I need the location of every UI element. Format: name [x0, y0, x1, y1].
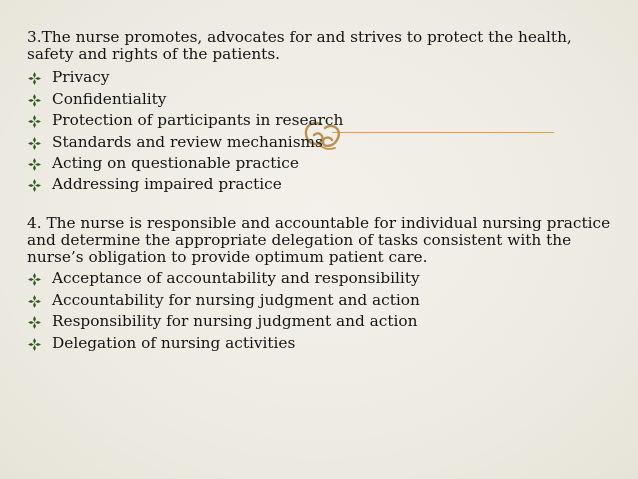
slide-body [27, 29, 617, 354]
four-diamond-bullet-icon [28, 273, 41, 286]
list-item-label: Confidentiality [52, 89, 167, 108]
list-item-label: Accountability for nursing judgment and action [52, 290, 420, 309]
list-item-label: Privacy [52, 68, 110, 87]
list-item [27, 290, 617, 311]
list-item [27, 89, 617, 110]
four-diamond-bullet-icon [28, 295, 41, 308]
four-diamond-bullet-icon [28, 72, 41, 85]
list-item [27, 333, 617, 354]
list-item [27, 67, 617, 88]
list-item-label: Acceptance of accountability and responsibility [52, 269, 420, 288]
section-3-list [27, 67, 617, 195]
list-item [27, 268, 617, 289]
four-diamond-bullet-icon [28, 338, 41, 351]
list-item [27, 110, 617, 131]
four-diamond-bullet-icon [28, 179, 41, 192]
list-item [27, 153, 617, 174]
list-item-label: Protection of participants in research [52, 111, 344, 130]
list-item-label: Delegation of nursing activities [52, 333, 296, 352]
list-item-label: Standards and review mechanisms [52, 132, 323, 151]
section-4-list [27, 268, 617, 354]
list-item [27, 174, 617, 195]
section-3-heading: 3.The nurse promotes, advocates for and strives to protect the health, safety and rights of the patients. [27, 28, 572, 64]
list-item-label: Acting on questionable practice [52, 154, 299, 173]
four-diamond-bullet-icon [28, 94, 41, 107]
list-item-label: Responsibility for nursing judgment and action [52, 312, 418, 331]
list-item [27, 132, 617, 153]
list-item [27, 311, 617, 332]
four-diamond-bullet-icon [28, 158, 41, 171]
list-item-label: Addressing impaired practice [52, 175, 282, 194]
four-diamond-bullet-icon [28, 115, 41, 128]
four-diamond-bullet-icon [28, 316, 41, 329]
four-diamond-bullet-icon [28, 137, 41, 150]
section-4-heading: 4. The nurse is responsible and accountable for individual nursing practice and determine the appropriate delegation of tasks consistent with the nurse’s obligation to provide optimum patient care. [27, 213, 611, 267]
